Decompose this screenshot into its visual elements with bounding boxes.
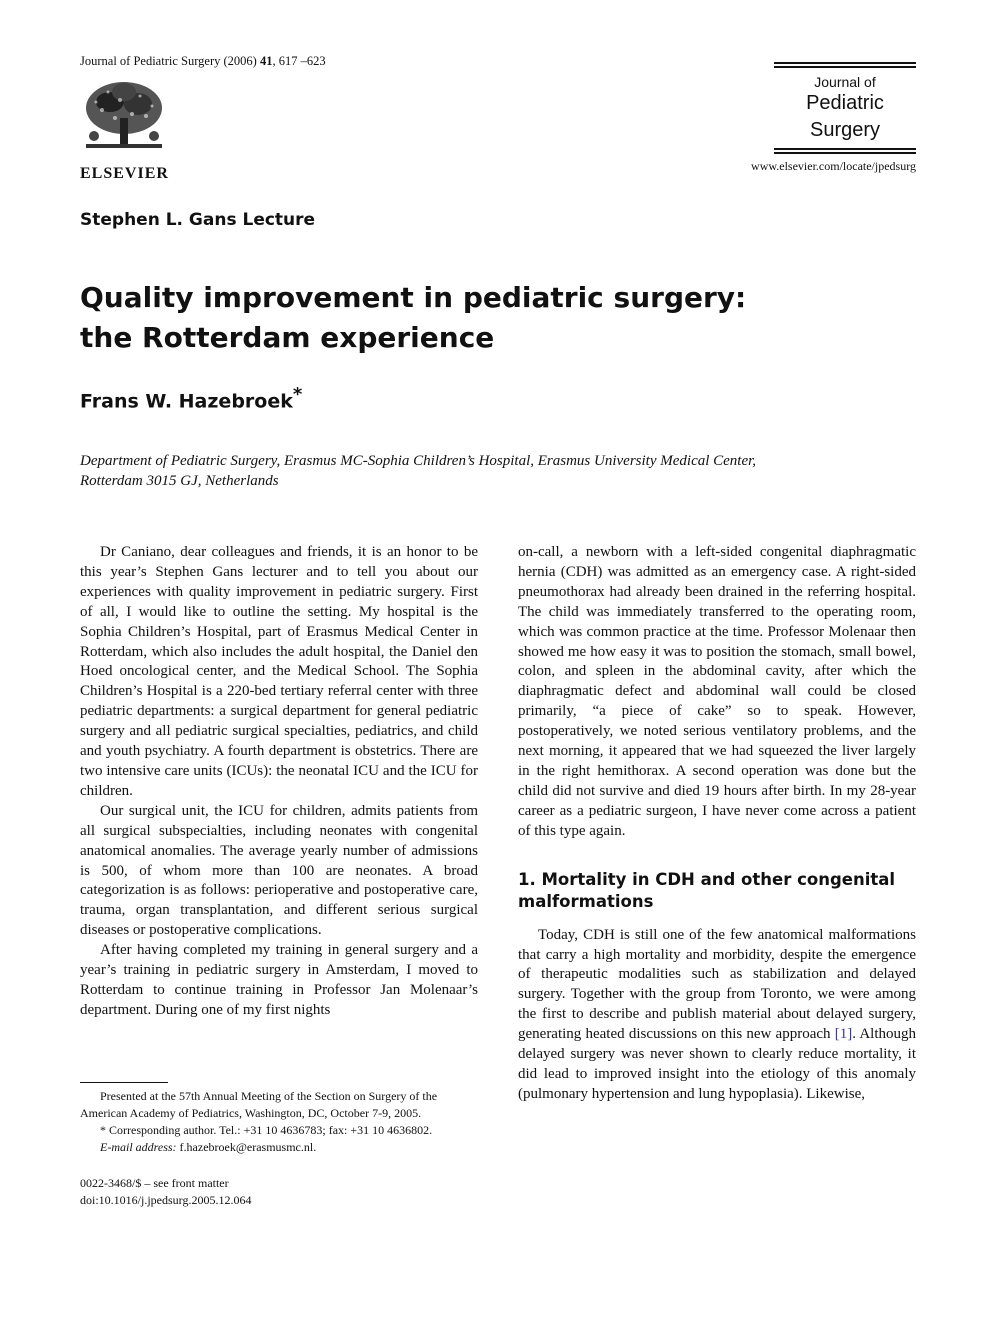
journal-citation <box>80 54 326 69</box>
left-column <box>80 543 478 1021</box>
paragraph-text: . Although delayed surgery was never shown to clearly reduce mortality, it did lead to improved insight into the etiology of this anomaly (pulmonary hypertension and lung hypoplasia). Likewise, <box>518 1026 916 1102</box>
footnote-presented: Presented at the 57th Annual Meeting of the Section on Surgery of the American Academy of Pediatrics, Washington, DC, October 7-9, 2005. <box>80 1089 438 1120</box>
logo-rule <box>774 66 916 68</box>
paragraph: After having completed my training in general surgery and a year’s training in pediatric surgery in Amsterdam, I moved to Rotterdam to continue training in Professor Jan Molenaar’s department. During one of my first nights <box>80 942 478 1018</box>
reference-link[interactable]: [1] <box>834 1026 853 1043</box>
author-line <box>80 384 302 412</box>
elsevier-tree-icon <box>80 78 168 158</box>
logo-rule <box>774 62 916 64</box>
paragraph: on-call, a newborn with a left-sided congenital diaphragmatic hernia (CDH) was admitted as an emergency case. A right-sided pneumothorax had already been drained in the referring hospital. The child was immediately transferred to the operating room, which was common practice at the time. Professor Molenaar then showed me how easy it was to position the stomach, small bowel, colon, and spleen in the abdominal cavity, after which the diaphragmatic defect and abdominal wall could be closed primarily, “a piece of cake” so to speak. However, postoperatively, we noted serious ventilatory problems, and the next morning, it appeared that we had squeezed the liver largely in the right hemithorax. A second operation was done but the child did not survive and died 19 hours after birth. In my 28-year career as a pediatric surgeon, I have never come across a patient of this type again. <box>518 544 916 839</box>
email-label: E-mail address: <box>100 1140 177 1154</box>
footnote-divider <box>80 1082 168 1083</box>
journal-logo-line3: Surgery <box>809 119 881 141</box>
affiliation-line: Department of Pediatric Surgery, Erasmus MC-Sophia Children’s Hospital, Erasmus University Medical Center, <box>80 453 757 469</box>
paragraph: Our surgical unit, the ICU for children, admits patients from all surgical subspecialties, including neonates with congenital anatomical anomalies. The average yearly number of admissions is 500, of whom more than 100 are neonates. A broad categorization is as follows: perioperative and postoperative care, trauma, organ transplantation, and different serious surgical diseases or postoperative complications. <box>80 802 478 939</box>
corresponding-mark[interactable]: * <box>292 384 303 405</box>
footnote-email <box>80 1139 478 1156</box>
title-line: the Rotterdam experience <box>80 321 495 354</box>
logo-rule <box>774 148 916 150</box>
right-column <box>518 543 916 1105</box>
section-heading: 1. Mortality in CDH and other congenital malformations <box>518 869 896 912</box>
citation-volume: 41 <box>259 54 273 68</box>
issn-line: 0022-3468/$ – see front matter <box>80 1176 229 1190</box>
paragraph: Dr Caniano, dear colleagues and friends, it is an honor to be this year’s Stephen Gans lecturer and to tell you about our experiences with quality improvement in pediatric surgery. First of all, I would like to outline the setting. My hospital is the Sophia Children’s Hospital, part of Erasmus Medical Center in Rotterdam, which also includes the adult hospital, the Daniel den Hoed oncological center, and the Medical School. The Sophia Children’s Hospital is a 220-bed tertiary referral center with three pediatric departments: a surgical department for general pediatric surgery and all pediatric surgical specialties, pediatrics, and child and youth psychiatry. A fourth department is obstetrics. There are two intensive care units (ICUs): the neonatal ICU and the ICU for children. <box>80 544 478 799</box>
elsevier-wordmark: ELSEVIER <box>80 165 169 182</box>
affiliation <box>80 451 900 491</box>
author-name: Frans W. Hazebroek <box>80 390 293 413</box>
footnote-corresponding: * Corresponding author. Tel.: +31 10 4636783; fax: +31 10 4636802. <box>100 1123 433 1137</box>
journal-url[interactable]: www.elsevier.com/locate/jpedsurg <box>751 159 916 173</box>
paragraph <box>518 926 916 1105</box>
lecture-label: Stephen L. Gans Lecture <box>80 210 316 230</box>
doi-line[interactable]: doi:10.1016/j.jpedsurg.2005.12.064 <box>80 1193 252 1207</box>
elsevier-logo <box>80 78 170 183</box>
citation-pages: , 617 –623 <box>272 54 326 68</box>
journal-logo-line2: Pediatric <box>806 92 884 114</box>
article-title <box>80 278 900 358</box>
journal-logo <box>774 62 916 156</box>
affiliation-line: Rotterdam 3015 GJ, Netherlands <box>80 473 279 489</box>
paragraph-text: Today, CDH is still one of the few anatomical malformations that carry a high mortality and morbidity, despite the emergence of therapeutic modalities such as stabilization and delayed surgery. Together with the group from Toronto, we were among the first to describe and publish material about delayed surgery, generating heated discussions on this new approach <box>518 926 916 1043</box>
journal-logo-line1: Journal of <box>814 74 876 90</box>
title-line: Quality improvement in pediatric surgery: <box>80 281 747 314</box>
front-matter <box>80 1175 251 1209</box>
footnotes <box>80 1088 478 1156</box>
citation-journal: Journal of Pediatric Surgery (2006) <box>80 54 260 68</box>
email-address[interactable]: f.hazebroek@erasmusmc.nl. <box>176 1140 317 1154</box>
logo-rule <box>774 152 916 154</box>
